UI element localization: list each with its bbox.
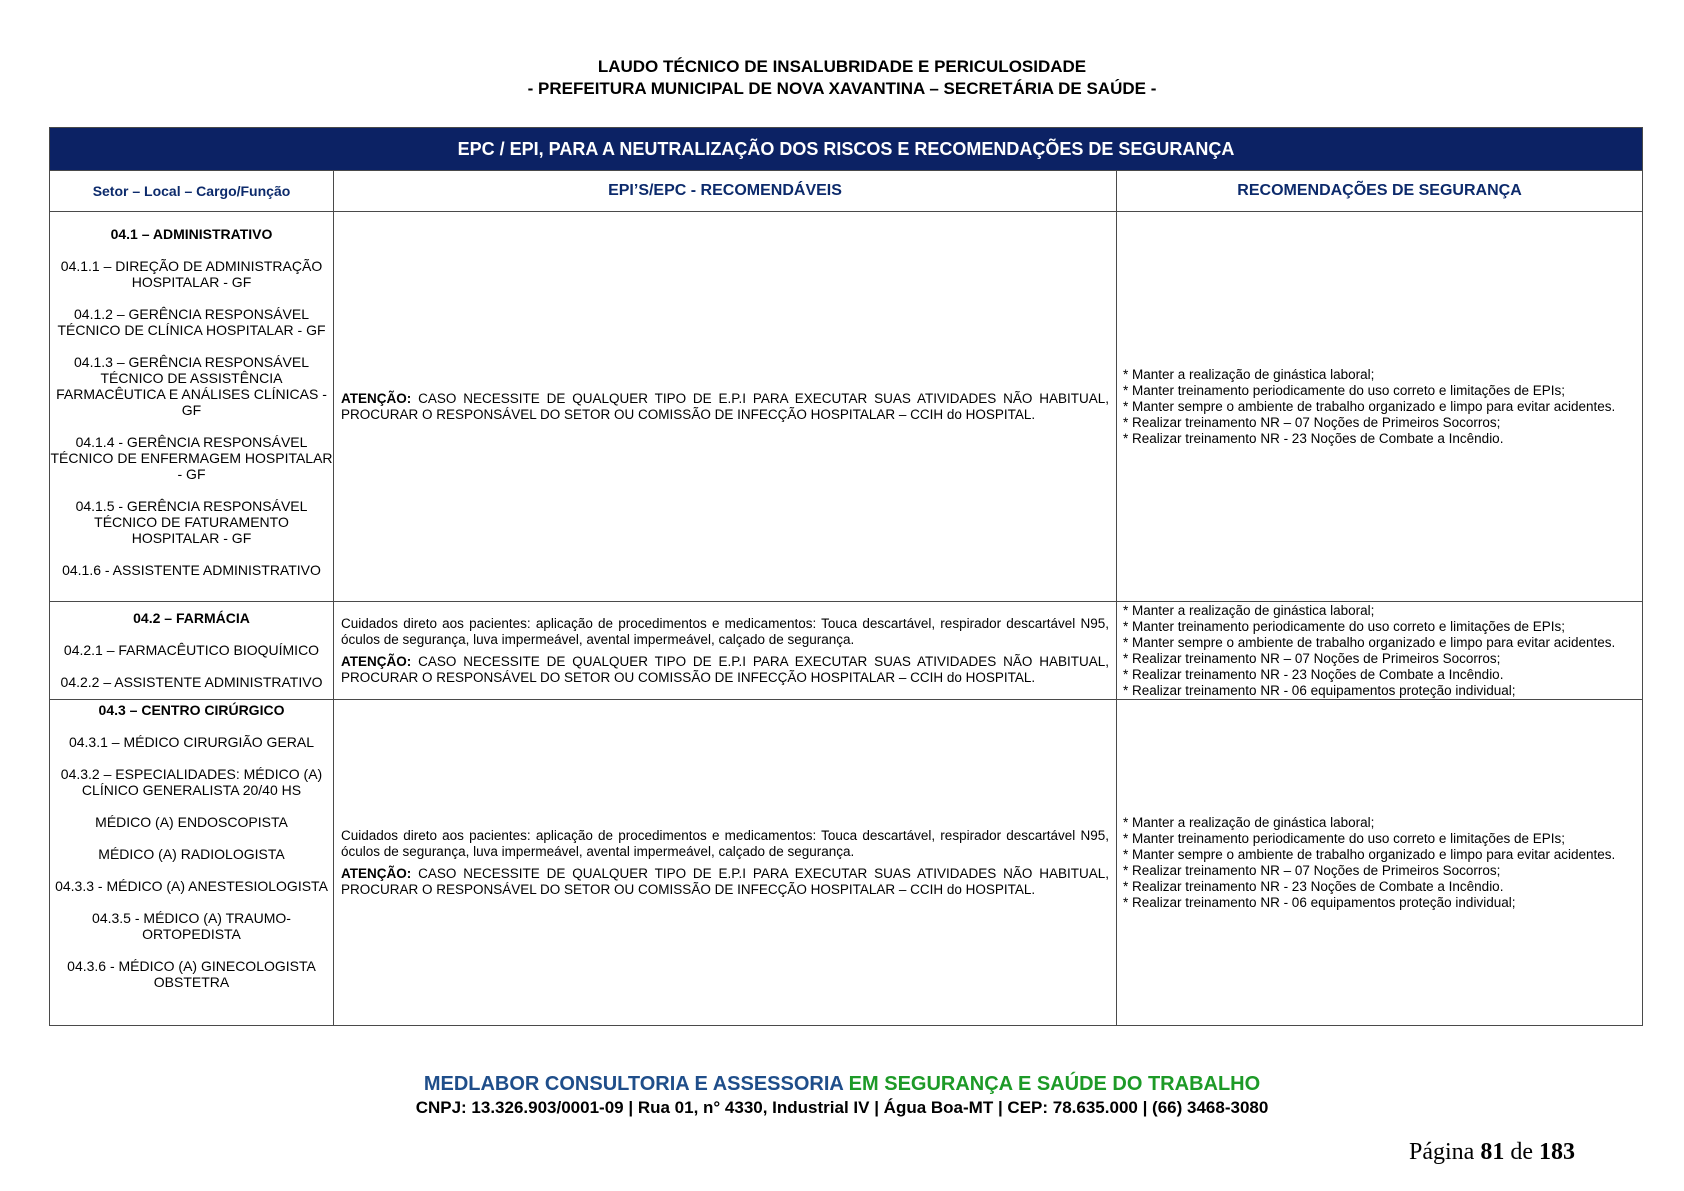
header-subtitle: - PREFEITURA MUNICIPAL DE NOVA XAVANTINA – SECRETÁRIA DE SAÚDE - xyxy=(527,79,1157,98)
company-name: MEDLABOR CONSULTORIA E ASSESSORIA xyxy=(423,1073,844,1095)
sector-item: 04.3.3 - MÉDICO (A) ANESTESIOLOGISTA xyxy=(55,878,328,894)
sector-cell xyxy=(50,700,334,1026)
recommendations-cell xyxy=(1117,212,1643,602)
sector-item: 04.2.2 – ASSISTENTE ADMINISTRATIVO xyxy=(60,674,323,690)
sector-cell xyxy=(50,212,334,602)
page-label: Página xyxy=(1409,1139,1475,1165)
document-header xyxy=(0,56,1684,100)
column-header-sector: Setor – Local – Cargo/Função xyxy=(50,171,334,212)
attention-body: CASO NECESSITE DE QUALQUER TIPO DE E.P.I PARA EXECUTAR SUAS ATIVIDADES NÃO HABITUAL, PROCURAR O RESPONSÁVEL DO SETOR OU COMISSÃO DE INFECÇÃO HOSPITALAR – CCIH do HOSPITAL. xyxy=(341,865,1109,897)
attention-text xyxy=(341,391,1109,423)
sector-item: 04.1.6 - ASSISTENTE ADMINISTRATIVO xyxy=(62,562,321,578)
recommendation-item: * Realizar treinamento NR - 23 Noções de Combate a Incêndio. xyxy=(1123,666,1504,682)
table-row xyxy=(50,602,1643,700)
epi-cell xyxy=(334,602,1117,700)
sector-item: 04.1.5 - GERÊNCIA RESPONSÁVEL TÉCNICO DE FATURAMENTO HOSPITALAR - GF xyxy=(75,498,308,546)
recommendations-cell xyxy=(1117,602,1643,700)
attention-label: ATENÇÃO: xyxy=(341,865,412,881)
table-row xyxy=(50,212,1643,602)
sector-item: 04.3.6 - MÉDICO (A) GINECOLOGISTA OBSTETRA xyxy=(67,958,316,990)
recommendation-item: * Realizar treinamento NR - 23 Noções de Combate a Incêndio. xyxy=(1123,878,1504,894)
recommendation-item: * Realizar treinamento NR – 07 Noções de Primeiros Socorros; xyxy=(1123,414,1501,430)
attention-text xyxy=(341,654,1109,686)
table-banner: EPC / EPI, PARA A NEUTRALIZAÇÃO DOS RISCOS E RECOMENDAÇÕES DE SEGURANÇA xyxy=(50,128,1643,171)
recommendation-item: * Realizar treinamento NR - 06 equipamentos proteção individual; xyxy=(1123,894,1516,910)
recommendation-item: * Manter a realização de ginástica laboral; xyxy=(1123,366,1375,382)
epi-cell xyxy=(334,212,1117,602)
sector-item: 04.1.1 – DIREÇÃO DE ADMINISTRAÇÃO HOSPITALAR - GF xyxy=(60,258,323,290)
recommendation-item: * Manter sempre o ambiente de trabalho organizado e limpo para evitar acidentes. xyxy=(1123,634,1616,650)
sector-item: 04.2.1 – FARMACÊUTICO BIOQUÍMICO xyxy=(63,642,320,658)
epi-recommendations-table xyxy=(49,127,1643,1026)
recommendation-item: * Realizar treinamento NR - 23 Noções de Combate a Incêndio. xyxy=(1123,430,1504,446)
column-header-epi: EPI’S/EPC - RECOMENDÁVEIS xyxy=(334,171,1117,212)
sector-item: 04.1.2 – GERÊNCIA RESPONSÁVEL TÉCNICO DE CLÍNICA HOSPITALAR - GF xyxy=(57,306,326,338)
sector-title: 04.3 – CENTRO CIRÚRGICO xyxy=(98,702,285,718)
page-of: de xyxy=(1510,1139,1533,1165)
page-number xyxy=(1409,1139,1575,1166)
attention-label: ATENÇÃO: xyxy=(341,653,412,669)
sector-title: 04.2 – FARMÁCIA xyxy=(133,610,250,626)
recommendation-item: * Manter sempre o ambiente de trabalho organizado e limpo para evitar acidentes. xyxy=(1123,846,1616,862)
recommendation-item: * Manter treinamento periodicamente do uso correto e limitações de EPIs; xyxy=(1123,618,1565,634)
recommendation-item: * Manter sempre o ambiente de trabalho organizado e limpo para evitar acidentes. xyxy=(1123,398,1616,414)
company-tagline: EM SEGURANÇA E SAÚDE DO TRABALHO xyxy=(848,1073,1261,1095)
sector-item: 04.3.1 – MÉDICO CIRURGIÃO GERAL xyxy=(68,734,315,750)
recommendation-item: * Manter a realização de ginástica laboral; xyxy=(1123,602,1375,618)
recommendation-item: * Realizar treinamento NR – 07 Noções de Primeiros Socorros; xyxy=(1123,862,1501,878)
attention-label: ATENÇÃO: xyxy=(341,390,412,406)
sector-item: 04.1.3 – GERÊNCIA RESPONSÁVEL TÉCNICO DE ASSISTÊNCIA FARMACÊUTICA E ANÁLISES CLÍNICAS - GF xyxy=(56,354,327,418)
epi-cell xyxy=(334,700,1117,1026)
recommendation-item: * Manter treinamento periodicamente do uso correto e limitações de EPIs; xyxy=(1123,382,1565,398)
recommendation-item: * Realizar treinamento NR - 06 equipamentos proteção individual; xyxy=(1123,682,1516,698)
recommendation-item: * Realizar treinamento NR – 07 Noções de Primeiros Socorros; xyxy=(1123,650,1501,666)
footer-address: CNPJ: 13.326.903/0001-09 | Rua 01, n° 4330, Industrial IV | Água Boa-MT | CEP: 78.635.000 | (66) 3468-3080 xyxy=(415,1098,1269,1117)
recommendation-item: * Manter a realização de ginástica laboral; xyxy=(1123,814,1375,830)
sector-item: 04.3.5 - MÉDICO (A) TRAUMO-ORTOPEDISTA xyxy=(92,910,291,942)
header-title: LAUDO TÉCNICO DE INSALUBRIDADE E PERICULOSIDADE xyxy=(597,57,1087,76)
attention-body: CASO NECESSITE DE QUALQUER TIPO DE E.P.I PARA EXECUTAR SUAS ATIVIDADES NÃO HABITUAL, PROCURAR O RESPONSÁVEL DO SETOR OU COMISSÃO DE INFECÇÃO HOSPITALAR – CCIH do HOSPITAL. xyxy=(341,390,1109,422)
page-total: 183 xyxy=(1539,1139,1575,1165)
sector-cell xyxy=(50,602,334,700)
page-current: 81 xyxy=(1480,1139,1505,1165)
sector-item: 04.1.4 - GERÊNCIA RESPONSÁVEL TÉCNICO DE ENFERMAGEM HOSPITALAR - GF xyxy=(50,434,333,482)
recommendation-item: * Manter treinamento periodicamente do uso correto e limitações de EPIs; xyxy=(1123,830,1565,846)
sector-item: 04.3.2 – ESPECIALIDADES: MÉDICO (A) CLÍNICO GENERALISTA 20/40 HS xyxy=(60,766,323,798)
attention-body: CASO NECESSITE DE QUALQUER TIPO DE E.P.I PARA EXECUTAR SUAS ATIVIDADES NÃO HABITUAL, PROCURAR O RESPONSÁVEL DO SETOR OU COMISSÃO DE INFECÇÃO HOSPITALAR – CCIH do HOSPITAL. xyxy=(341,653,1109,685)
table-row xyxy=(50,700,1643,1026)
sector-item: MÉDICO (A) ENDOSCOPISTA xyxy=(95,814,288,830)
column-header-recommendations: RECOMENDAÇÕES DE SEGURANÇA xyxy=(1117,171,1643,212)
footer-company xyxy=(0,1073,1684,1096)
care-text: Cuidados direto aos pacientes: aplicação de procedimentos e medicamentos: Touca descartável, respirador descartável N95, óculos de segurança, luva impermeável, avental impermeável, calçado de segurança. xyxy=(341,827,1109,859)
care-text: Cuidados direto aos pacientes: aplicação de procedimentos e medicamentos: Touca descartável, respirador descartável N95, óculos de segurança, luva impermeável, avental impermeável, calçado de segurança. xyxy=(341,615,1109,647)
sector-item: MÉDICO (A) RADIOLOGISTA xyxy=(98,846,285,862)
recommendations-cell xyxy=(1117,700,1643,1026)
attention-text xyxy=(341,866,1109,898)
sector-title: 04.1 – ADMINISTRATIVO xyxy=(110,226,273,242)
